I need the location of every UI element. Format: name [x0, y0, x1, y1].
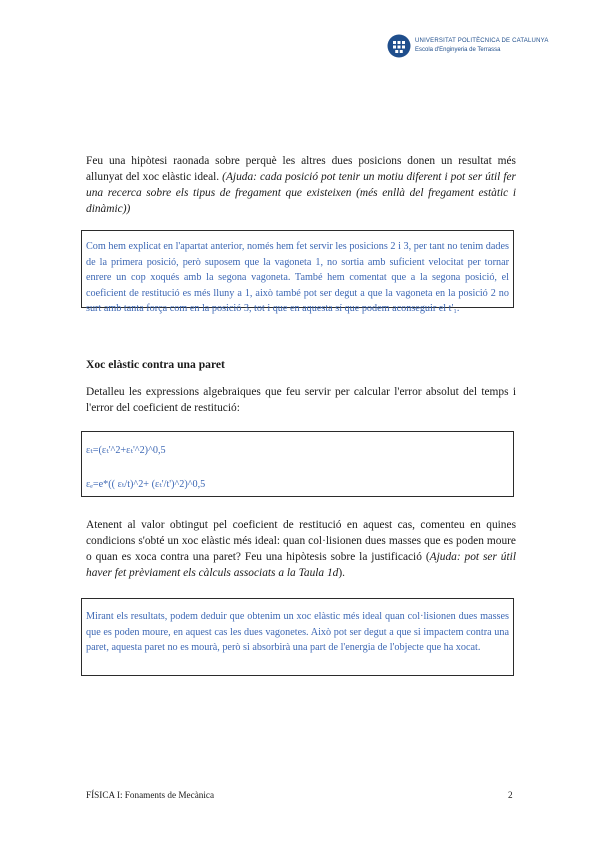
university-logo	[387, 34, 549, 60]
formula-time-error: εₜ=(εₜ'^2+εₜ'^2)^0,5	[86, 445, 166, 456]
question-error-expressions: Detalleu les expressions algebraiques que feu servir per calcular l'error absolut del temps i l'error del coeficient de restitució:	[86, 386, 516, 414]
answer-hypothesis-text: Com hem explicat en l'apartat anterior, només hem fet servir les posicions 2 i 3, per tant no tenim dades de la primera posició, però suposem que la vagoneta 1, no sortia amb suficient velocitat per tornar enrere un cop xoqués amb la segona vagoneta. També hem comentat que a la segona posició, el coeficient de restitució es més lluny a 1, això també pot ser degut a que la vagoneta en la posició 2 no surt amb tanta força com en la posició 3, tot i que en aquesta sí que podem aconseguir el t'₁.	[86, 241, 509, 314]
question-ideal-collision-hint: Ajuda: pot ser útil haver fet prèviament els càlculs associats a la Taula 1d	[86, 551, 516, 579]
answer-box-formulas[interactable]	[81, 431, 514, 497]
question-ideal-collision-text: Atenent al valor obtingut pel coeficient de restitució en aquest cas, comenteu en quines condicions s'obté un xoc elàstic més ideal: quan col·lisionen dues masses que es poden moure o quan es xoca contra una paret? Feu una hipòtesis sobre la justificació (	[86, 519, 516, 563]
question-hypothesis-hint: (Ajuda: cada posició pot tenir un motiu diferent i pot ser útil fer una recerca sobre els tipus de fregament que existeixen (més enllà del fregament estàtic i dinàmic))	[86, 171, 516, 215]
logo-school-name: Escola d'Enginyeria de Terrassa	[415, 47, 501, 53]
footer-page-number: 2	[508, 790, 513, 800]
question-ideal-collision-end: ).	[338, 567, 346, 579]
answer-box-hypothesis[interactable]	[81, 230, 514, 314]
question-ideal-collision	[86, 517, 516, 581]
section-heading-wall: Xoc elàstic contra una paret	[86, 358, 225, 371]
answer-box-ideal-collision[interactable]	[81, 598, 514, 676]
footer-course-title: FÍSICA I: Fonaments de Mecànica	[86, 790, 215, 800]
question-hypothesis	[86, 153, 516, 217]
formula-restitution-error: εₑ=e*(( εₜ/t)^2+ (εₜ'/t')^2)^0,5	[86, 478, 206, 490]
answer-ideal-collision-text: Mirant els resultats, podem deduir que obtenim un xoc elàstic més ideal quan col·lisionen dues masses que es poden moure, en aquest cas les dues vagonetes. Això pot ser degut a que si impactem contra una paret, aquesta paret no es mourà, però si absorbirà una part de l'energia de l'objecte que ha xocat.	[86, 611, 509, 653]
upc-logo-icon	[387, 34, 411, 58]
question-hypothesis-text: Feu una hipòtesi raonada sobre perquè les altres dues posicions donen un resultat més allunyat del xoc elàstic ideal.	[86, 155, 516, 183]
logo-university-name: UNIVERSITAT POLITÈCNICA DE CATALUNYA	[415, 38, 549, 44]
